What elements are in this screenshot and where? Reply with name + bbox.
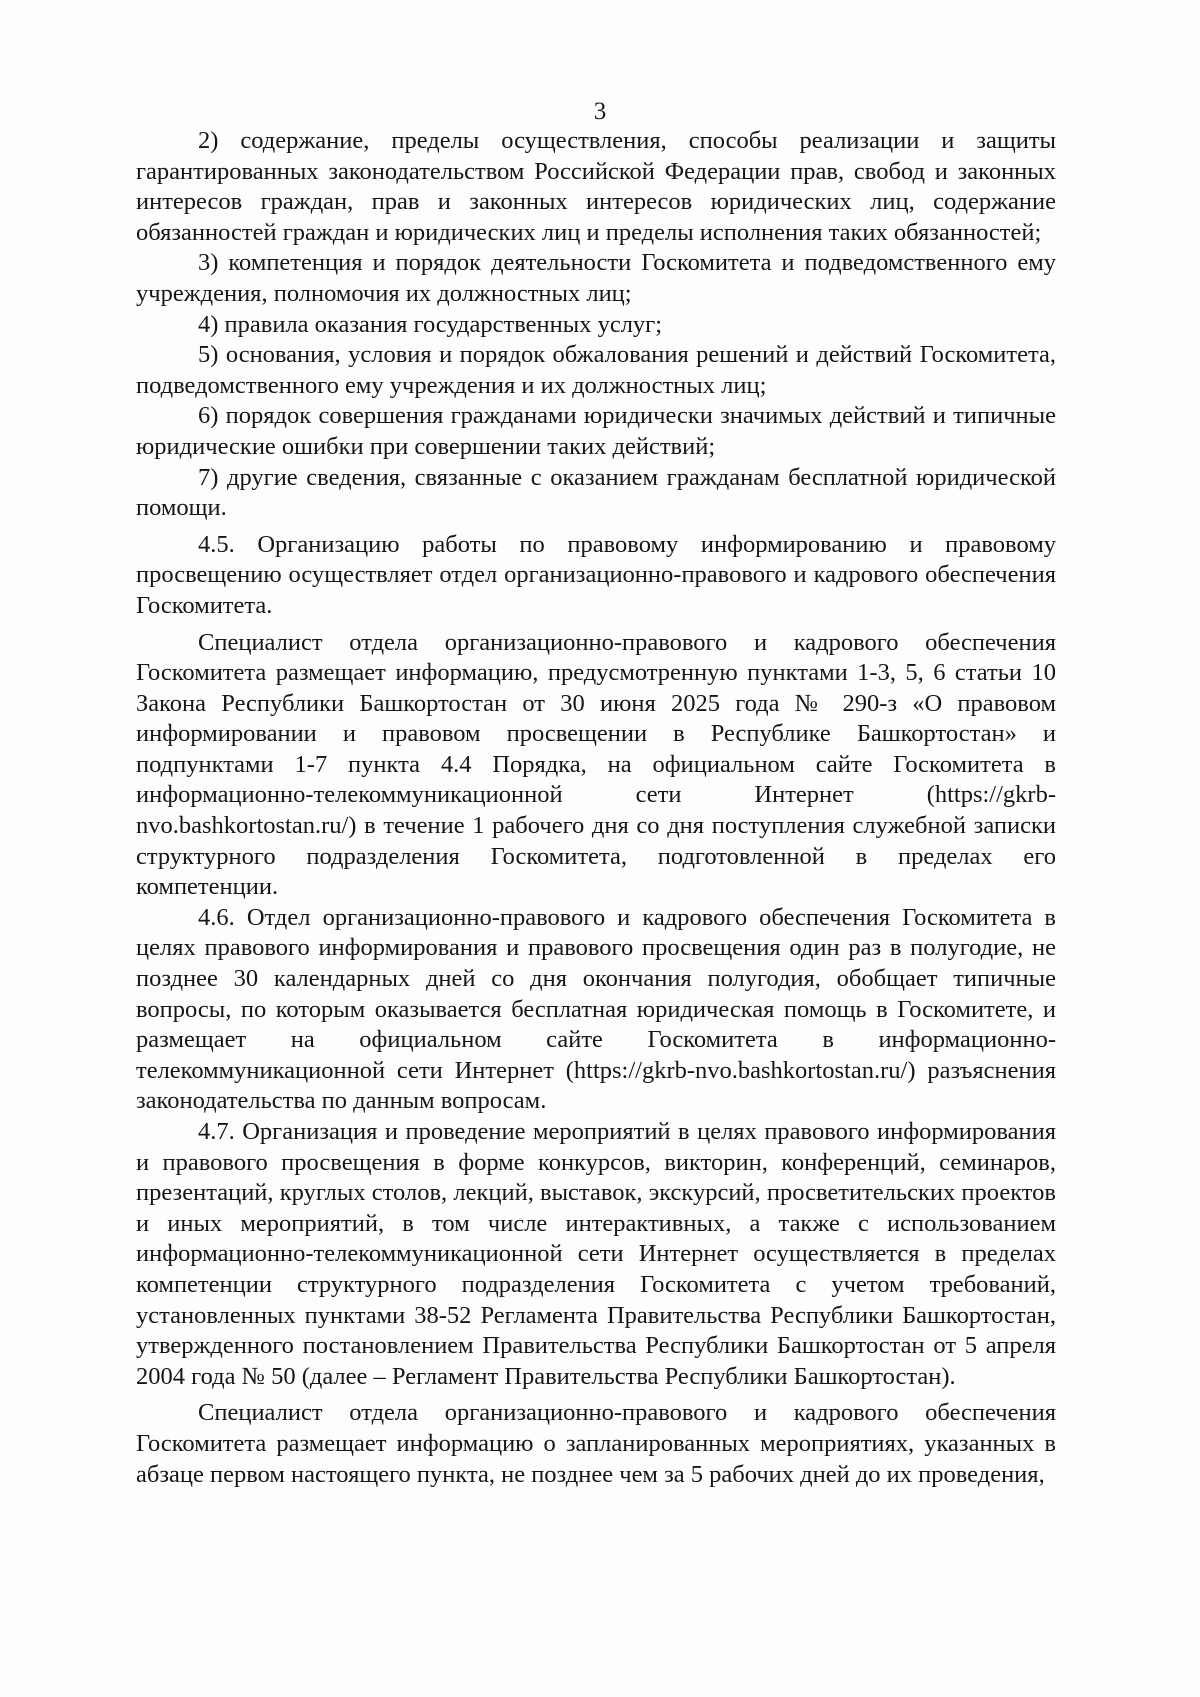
paragraph-specialist-publication: Специалист отдела организационно-правового и кадрового обеспечения Госкомитета размещает информацию, предусмотренную пунктами 1-3, 5, 6 статьи 10 Закона Республики Башкортостан от 30 июня 2025 года № 290-з «О правовом информировании и правовом просвещении в Республике Башкортостан» и подпунктами 1-7 пункта 4.4 Порядка, на официальном сайте Госкомитета в информационно-телекоммуникационной сети Интернет (https://gkrb-nvo.bashkortostan.ru/) в течение 1 рабочего дня со дня поступления служебной записки структурного подразделения Госкомитета, подготовленной в пределах его компетенции. <box>136 628 1056 901</box>
paragraph-section-4-7: 4.7. Организация и проведение мероприятий в целях правового информирования и правового просвещения в форме конкурсов, викторин, конференций, семинаров, презентаций, круглых столов, лекций, выставок, экскурсий, просветительских проектов и иных мероприятий, в том числе интерактивных, а также с использованием информационно-телекоммуникационной сети Интернет осуществляется в пределах компетенции структурного подразделения Госкомитета с учетом требований, установленных пунктами 38-52 Регламента Правительства Республики Башкортостан, утвержденного постановлением Правительства Республики Башкортостан от 5 апреля 2004 года № 50 (далее – Регламент Правительства Республики Башкортостан). <box>136 1118 1056 1390</box>
paragraph-item-7: 7) другие сведения, связанные с оказанием гражданам бесплатной юридической помощи. <box>136 463 1056 522</box>
paragraph-specialist-events: Специалист отдела организационно-правового и кадрового обеспечения Госкомитета размещает информацию о запланированных мероприятиях, указанных в абзаце первом настоящего пункта, не позднее чем за 5 рабочих дней до их проведения, <box>136 1399 1056 1488</box>
paragraph-item-2: 2) содержание, пределы осуществления, способы реализации и защиты гарантированных законодательством Российской Федерации прав, свобод и законных интересов граждан, прав и законных интересов юридических лиц, содержание обязанностей граждан и юридических лиц и пределы исполнения таких обязанностей; <box>136 127 1056 246</box>
document-body <box>136 126 1056 1490</box>
paragraph-item-4: 4) правила оказания государственных услуг; <box>198 310 663 338</box>
page-number: 3 <box>593 98 607 125</box>
paragraph-section-4-5: 4.5. Организацию работы по правовому информированию и правовому просвещению осуществляет отдел организационно-правового и кадрового обеспечения Госкомитета. <box>136 530 1056 619</box>
paragraph-section-4-6: 4.6. Отдел организационно-правового и кадрового обеспечения Госкомитета в целях правового информирования и правового просвещения один раз в полугодие, не позднее 30 календарных дней со дня окончания полугодия, обобщает типичные вопросы, по которым оказывается бесплатная юридическая помощь в Госкомитете, и размещает на официальном сайте Госкомитета в информационно-телекоммуникационной сети Интернет (https://gkrb-nvo.bashkortostan.ru/) разъяснения законодательства по данным вопросам. <box>136 903 1056 1115</box>
paragraph-item-5: 5) основания, условия и порядок обжалования решений и действий Госкомитета, подведомственного ему учреждения и их должностных лиц; <box>136 341 1056 399</box>
paragraph-item-6: 6) порядок совершения гражданами юридически значимых действий и типичные юридические ошибки при совершении таких действий; <box>136 402 1056 460</box>
paragraph-item-3: 3) компетенция и порядок деятельности Госкомитета и подведомственного ему учреждения, полномочия их должностных лиц; <box>136 249 1056 307</box>
